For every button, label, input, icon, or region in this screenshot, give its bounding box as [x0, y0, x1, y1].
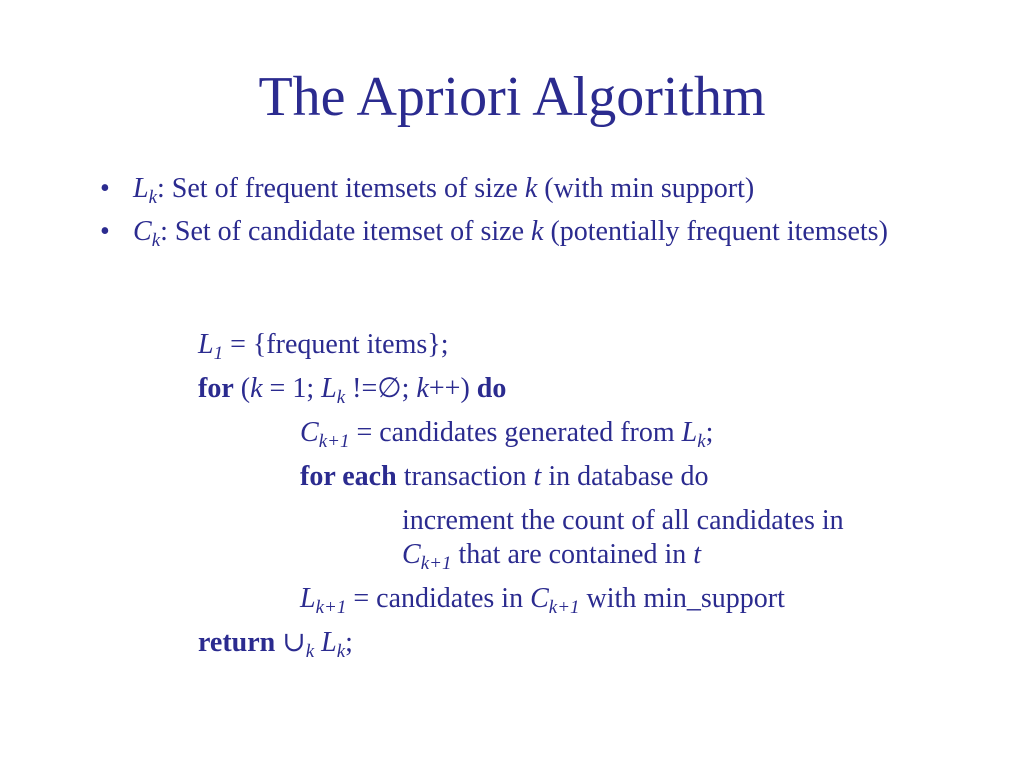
- var-l: L: [300, 583, 316, 614]
- subscript-k: k: [151, 230, 161, 251]
- algo-line-contained: [402, 538, 701, 572]
- increment-text: ++): [428, 373, 477, 404]
- slide-title: The Apriori Algorithm: [258, 66, 766, 128]
- var-c: C: [133, 216, 152, 247]
- semicolon: ;: [401, 373, 417, 404]
- subscript-k-plus-1: k+1: [548, 597, 580, 618]
- var-l: L: [681, 417, 698, 448]
- semicolon: ;: [705, 417, 714, 448]
- union-icon: ∪: [275, 627, 306, 658]
- bullet-item-lk: [100, 172, 940, 206]
- bullet-text-a: : Set of candidate itemset of size: [160, 216, 532, 247]
- subscript-k-plus-1: k+1: [420, 553, 452, 574]
- subscript-1: 1: [213, 343, 224, 364]
- bullet-list: [100, 172, 940, 258]
- min-support-text: with min_support: [579, 583, 785, 614]
- subscript-k: k: [305, 641, 315, 662]
- var-t: t: [693, 539, 702, 570]
- bullet-text-b: (potentially frequent itemsets): [543, 216, 888, 247]
- var-l: L: [133, 173, 149, 204]
- var-c: C: [530, 583, 549, 614]
- contained-text: that are contained in: [451, 539, 694, 570]
- keyword-do: do: [476, 373, 507, 404]
- bullet-item-ck: [100, 215, 940, 249]
- subscript-k-plus-1: k+1: [315, 597, 347, 618]
- keyword-for-each: for each: [300, 461, 397, 492]
- transaction-text: transaction: [396, 461, 534, 492]
- var-k: k: [250, 373, 263, 404]
- var-t: t: [533, 461, 542, 492]
- algo-line-for: [198, 372, 506, 406]
- algo-line-foreach: [300, 460, 708, 494]
- subscript-k-plus-1: k+1: [318, 431, 350, 452]
- init-text: = {frequent items};: [223, 329, 449, 360]
- algo-line-return: [198, 626, 353, 660]
- algo-line-candidates: [300, 416, 713, 450]
- keyword-for: for: [198, 373, 234, 404]
- bullet-text-a: : Set of frequent itemsets of size: [157, 173, 525, 204]
- subscript-k: k: [336, 387, 346, 408]
- empty-set-icon: ∅: [377, 373, 402, 404]
- var-k: k: [416, 373, 429, 404]
- var-l: L: [198, 329, 214, 360]
- subscript-k: k: [336, 641, 346, 662]
- algo-line-increment: [402, 504, 844, 538]
- subscript-k: k: [697, 431, 706, 452]
- algo-line-init: [198, 328, 448, 362]
- var-c: C: [300, 417, 319, 448]
- candidates-in-text: = candidates in: [346, 583, 531, 614]
- paren-open: (: [233, 373, 251, 404]
- var-k: k: [524, 173, 538, 204]
- bullet-icon: •: [100, 216, 110, 247]
- subscript-k: k: [148, 187, 158, 208]
- semicolon: ;: [345, 627, 353, 658]
- var-c: C: [402, 539, 421, 570]
- database-text: in database do: [541, 461, 709, 492]
- keyword-return: return: [198, 627, 276, 658]
- bullet-icon: •: [100, 173, 110, 204]
- assign-text: = 1;: [262, 373, 322, 404]
- var-k: k: [531, 216, 544, 247]
- candidates-text: = candidates generated from: [349, 417, 682, 448]
- var-l: L: [321, 627, 337, 658]
- algo-line-lk1: [300, 582, 785, 616]
- not-equal-text: !=: [345, 373, 378, 404]
- bullet-text-b: (with min support): [537, 173, 755, 204]
- var-l: L: [321, 373, 337, 404]
- increment-count-text: increment the count of all candidates in: [402, 505, 844, 536]
